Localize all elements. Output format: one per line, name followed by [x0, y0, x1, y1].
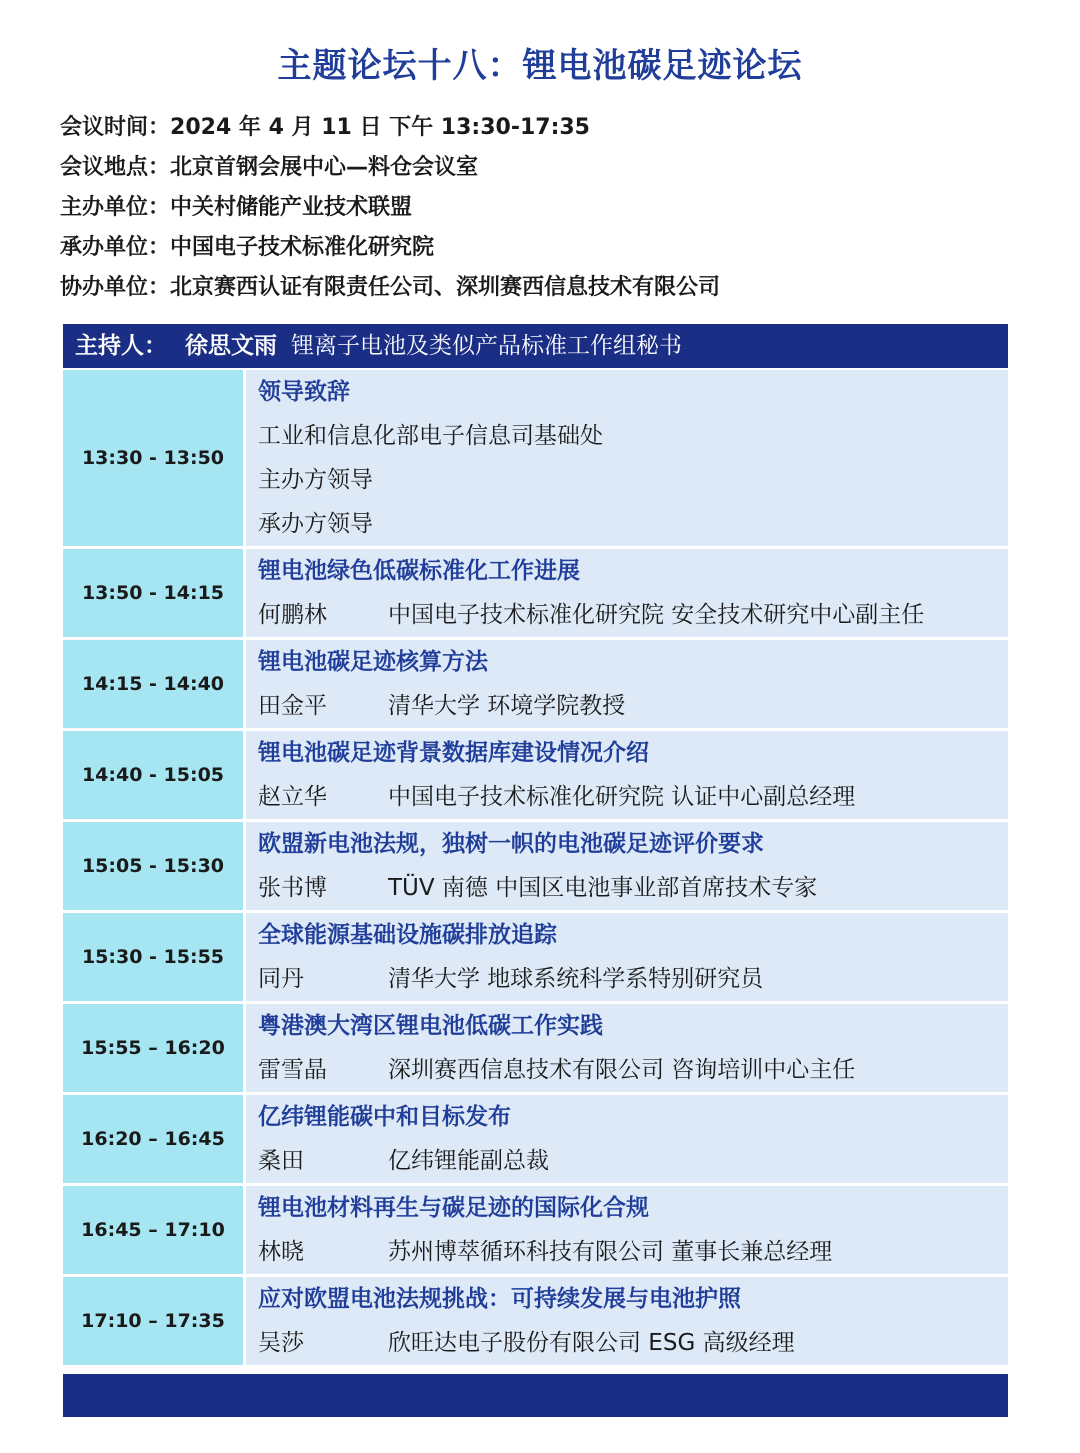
speaker-affiliation: 清华大学 环境学院教授 [388, 693, 626, 719]
session-title: 锂电池绿色低碳标准化工作进展 [258, 558, 580, 584]
session-row [63, 913, 1008, 1001]
speaker-name: 张书博 [258, 875, 327, 901]
host-title: 锂离子电池及类似产品标准工作组秘书 [291, 333, 682, 359]
session-speaker-line [258, 1048, 1008, 1092]
session-row [63, 1095, 1008, 1183]
meeting-info [60, 108, 720, 308]
info-co-organizer [60, 268, 720, 308]
speaker-affiliation: 清华大学 地球系统科学系特别研究员 [388, 966, 764, 992]
session-title: 应对欧盟电池法规挑战：可持续发展与电池护照 [258, 1286, 741, 1312]
speaker-name: 何鹏林 [258, 602, 327, 628]
info-label: 承办单位 ： [60, 235, 170, 260]
session-title: 领导致辞 [258, 379, 350, 405]
session-row [63, 1277, 1008, 1365]
host-bar [63, 324, 1008, 368]
session-body [246, 370, 1008, 546]
speaker-affiliation: 亿纬锂能副总裁 [388, 1148, 549, 1174]
session-speaker-line [258, 1139, 1008, 1183]
session-line: 工业和信息化部电子信息司基础处 [258, 423, 603, 449]
session-speaker-line [258, 1321, 1008, 1365]
speaker-name: 同丹 [258, 966, 304, 992]
session-speaker-line [258, 866, 1008, 910]
speaker-affiliation: 中国电子技术标准化研究院 认证中心副总经理 [388, 784, 856, 810]
session-title: 全球能源基础设施碳排放追踪 [258, 922, 557, 948]
session-time: 13:50 - 14:15 [63, 549, 243, 637]
info-value: 北京首钢会展中心—料仓会议室 [170, 155, 479, 180]
speaker-name: 田金平 [258, 693, 327, 719]
session-title: 欧盟新电池法规，独树一帜的电池碳足迹评价要求 [258, 831, 764, 857]
speaker-name: 吴莎 [258, 1330, 304, 1356]
session-title: 粤港澳大湾区锂电池低碳工作实践 [258, 1013, 603, 1039]
info-undertaker [60, 228, 720, 268]
session-time: 14:15 - 14:40 [63, 640, 243, 728]
info-value: 中关村储能产业技术联盟 [170, 195, 413, 220]
session-title: 亿纬锂能碳中和目标发布 [258, 1104, 511, 1130]
session-body [246, 1095, 1008, 1183]
schedule [63, 370, 1008, 1368]
session-body [246, 822, 1008, 910]
session-title: 锂电池材料再生与碳足迹的国际化合规 [258, 1195, 649, 1221]
session-time: 16:20 – 16:45 [63, 1095, 243, 1183]
speaker-name: 桑田 [258, 1148, 304, 1174]
session-time: 17:10 – 17:35 [63, 1277, 243, 1365]
info-value: 2024 年 4 月 11 日 下午 13:30-17:35 [170, 115, 590, 140]
session-body [246, 913, 1008, 1001]
session-time: 15:55 – 16:20 [63, 1004, 243, 1092]
session-body [246, 1004, 1008, 1092]
speaker-affiliation: TÜV 南德 中国区电池事业部首席技术专家 [388, 875, 818, 901]
session-body [246, 731, 1008, 819]
session-body [246, 1186, 1008, 1274]
session-body [246, 640, 1008, 728]
session-speaker-line [258, 775, 1008, 819]
speaker-name: 赵立华 [258, 784, 327, 810]
session-speaker-line [258, 593, 1008, 637]
speaker-affiliation: 欣旺达电子股份有限公司 ESG 高级经理 [388, 1330, 795, 1356]
speaker-affiliation: 苏州博萃循环科技有限公司 董事长兼总经理 [388, 1239, 833, 1265]
session-body [246, 549, 1008, 637]
speaker-affiliation: 深圳赛西信息技术有限公司 咨询培训中心主任 [388, 1057, 856, 1083]
footer-bar [63, 1374, 1008, 1417]
info-label: 协办单位 ： [60, 275, 170, 300]
speaker-name: 林晓 [258, 1239, 304, 1265]
session-row [63, 731, 1008, 819]
session-line: 承办方领导 [258, 511, 373, 537]
session-row [63, 822, 1008, 910]
speaker-affiliation: 中国电子技术标准化研究院 安全技术研究中心副主任 [388, 602, 925, 628]
session-row [63, 640, 1008, 728]
session-speaker-line [258, 957, 1008, 1001]
info-value: 中国电子技术标准化研究院 [170, 235, 435, 260]
session-body [246, 1277, 1008, 1365]
session-time: 13:30 - 13:50 [63, 370, 243, 546]
session-line: 主办方领导 [258, 467, 373, 493]
host-name: 徐思文雨 [185, 333, 277, 359]
session-time: 15:30 - 15:55 [63, 913, 243, 1001]
session-row [63, 549, 1008, 637]
session-speaker-line [258, 684, 1008, 728]
session-row [63, 1186, 1008, 1274]
info-venue [60, 148, 720, 188]
info-label: 会议地点 ： [60, 155, 170, 180]
session-time: 14:40 - 15:05 [63, 731, 243, 819]
session-speaker-line [258, 1230, 1008, 1274]
session-row [63, 370, 1008, 546]
info-label: 会议时间 ： [60, 115, 170, 140]
session-title: 锂电池碳足迹背景数据库建设情况介绍 [258, 740, 649, 766]
session-row [63, 1004, 1008, 1092]
info-organizer [60, 188, 720, 228]
host-label: 主持人： [75, 333, 167, 359]
page-title: 主题论坛十八：锂电池碳足迹论坛 [277, 46, 803, 86]
session-time: 15:05 - 15:30 [63, 822, 243, 910]
info-time [60, 108, 720, 148]
speaker-name: 雷雪晶 [258, 1057, 327, 1083]
session-time: 16:45 – 17:10 [63, 1186, 243, 1274]
session-title: 锂电池碳足迹核算方法 [258, 649, 488, 675]
info-value: 北京赛西认证有限责任公司、深圳赛西信息技术有限公司 [170, 275, 721, 300]
info-label: 主办单位 ： [60, 195, 170, 220]
